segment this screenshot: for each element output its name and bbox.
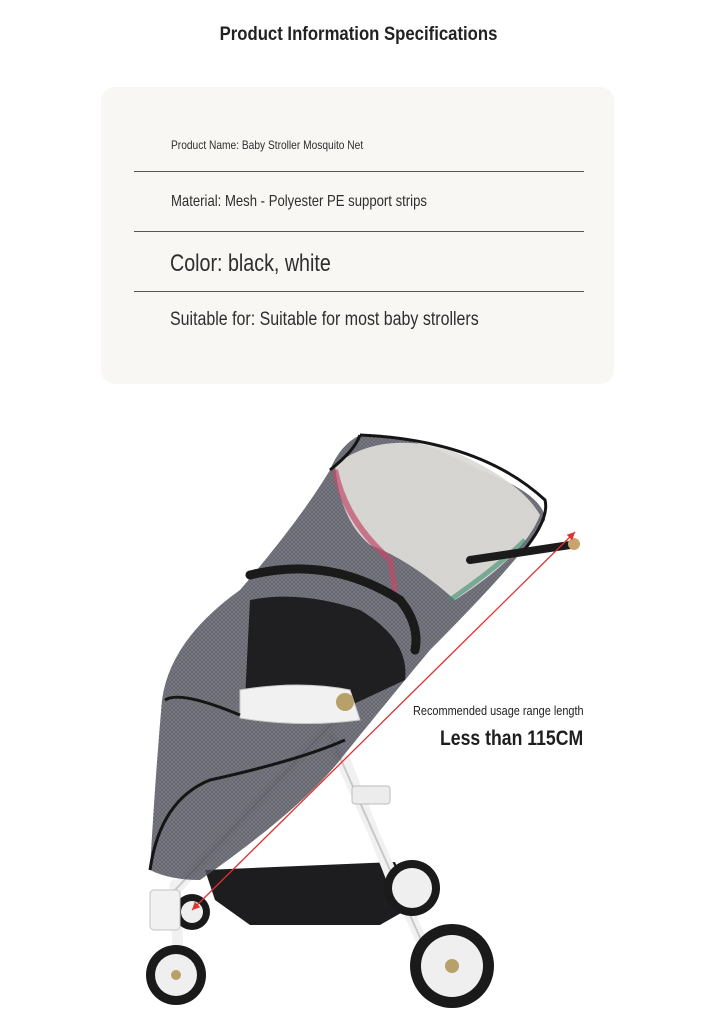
- footrest: [352, 786, 390, 804]
- usage-range-value: Less than 115CM: [440, 727, 584, 750]
- spec-divider: [134, 171, 584, 172]
- spec-divider: [134, 231, 584, 232]
- spec-color: Color: black, white: [170, 250, 331, 277]
- spec-suitable-for: Suitable for: Suitable for most baby strollers: [170, 309, 479, 330]
- spec-material: Material: Mesh - Polyester PE support strips: [171, 193, 427, 210]
- page-title: Product Information Specifications: [219, 24, 498, 45]
- spec-divider: [134, 291, 584, 292]
- hub-knob: [336, 693, 354, 711]
- stroller-photo: [0, 400, 717, 1024]
- rear-wheel-back: [384, 860, 440, 916]
- usage-range-label: Recommended usage range length: [413, 703, 584, 718]
- spec-card: [101, 87, 614, 384]
- rear-wheel: [410, 924, 494, 1008]
- front-wheel: [146, 945, 206, 1005]
- front-caster: [150, 890, 180, 930]
- spec-product-name: Product Name: Baby Stroller Mosquito Net: [171, 138, 364, 152]
